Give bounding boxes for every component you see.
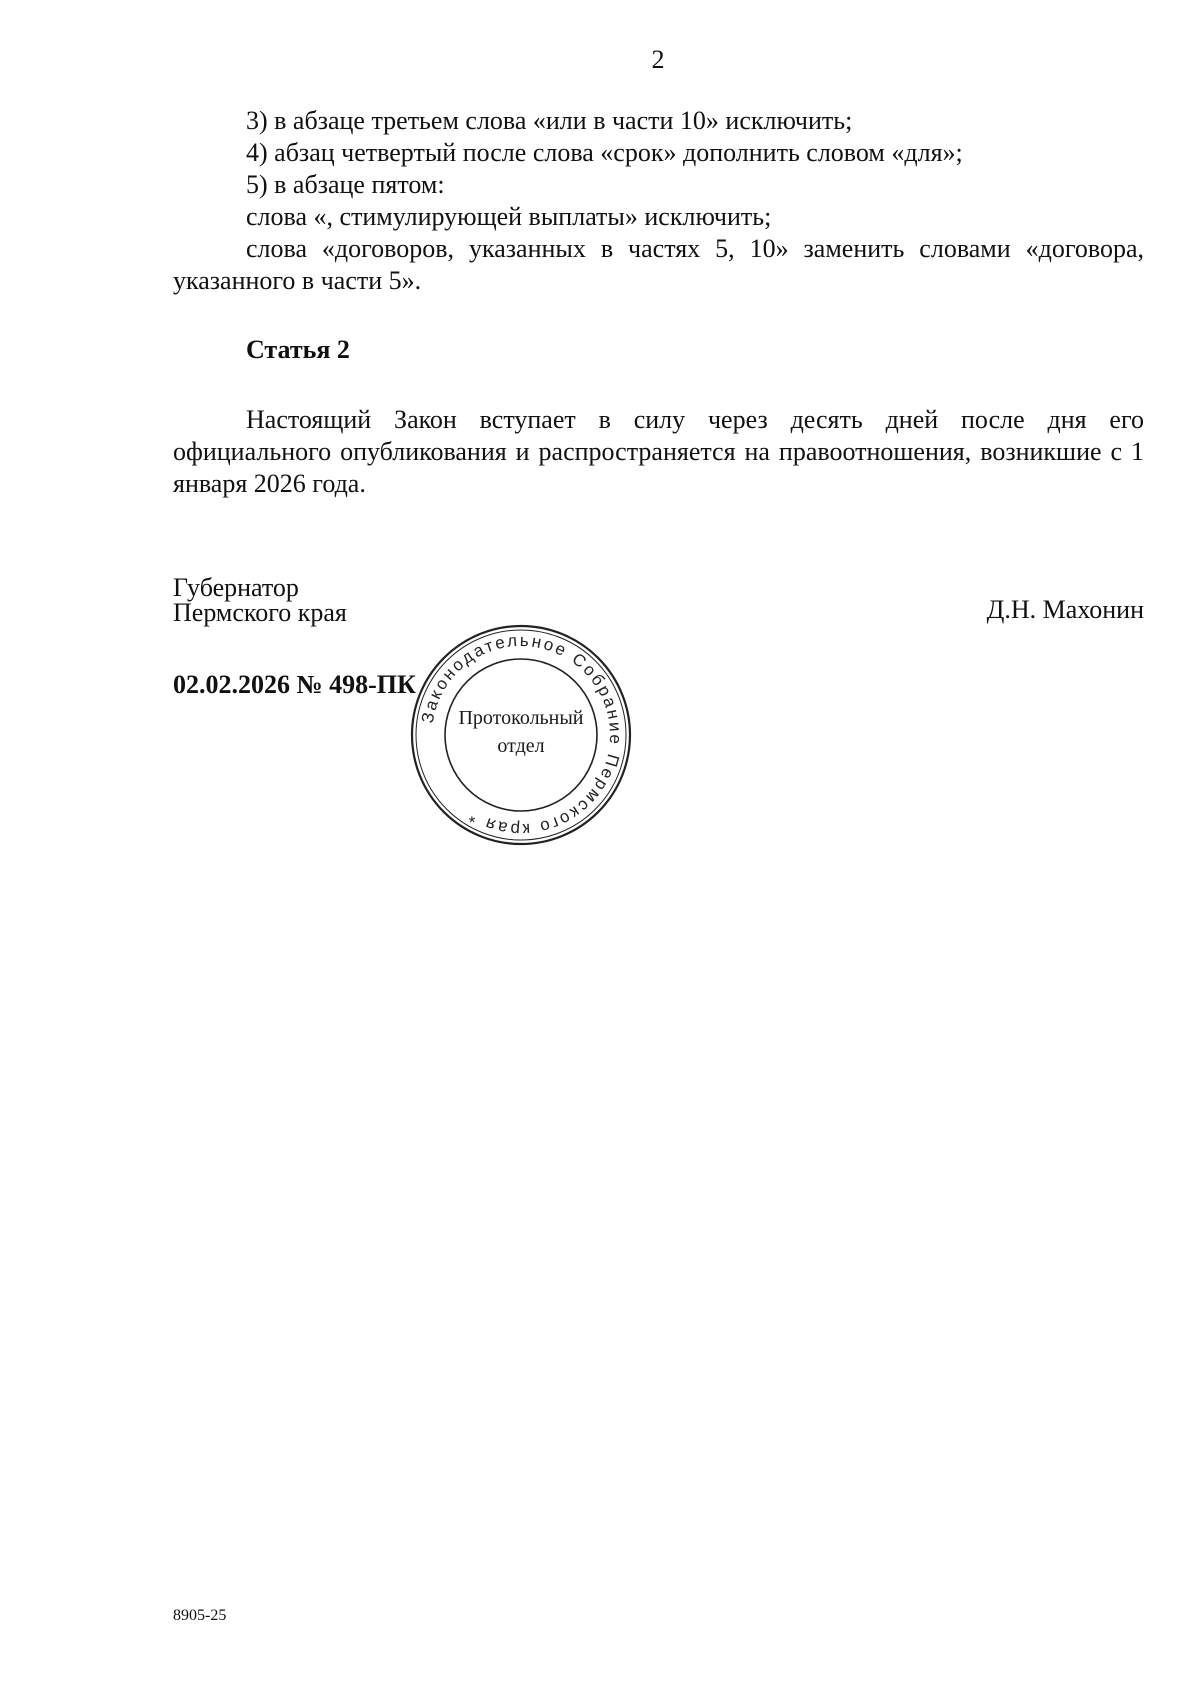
amendment-item-5-sub2: слова «договоров, указанных в частях 5, 10» заменить словами «договора, указанного в части 5».	[173, 234, 1144, 295]
amendments-list	[173, 105, 1144, 297]
stamp-center-line2: отдел	[497, 735, 545, 757]
law-date-number: 02.02.2026 № 498-ПК	[173, 670, 416, 699]
amendment-item-3: 3) в абзаце третьем слова «или в части 10» исключить;	[246, 106, 853, 135]
article-body	[173, 404, 1144, 500]
amendment-item-5: 5) в абзаце пятом:	[246, 170, 445, 199]
signatory-name: Д.Н. Махонин	[986, 595, 1144, 624]
official-stamp	[408, 622, 634, 848]
stamp-center-text	[408, 704, 634, 760]
stamp-center-line1: Протокольный	[458, 707, 584, 729]
article-heading: Статья 2	[246, 335, 350, 364]
signatory-title-line2: Пермского края	[173, 598, 347, 627]
signatory-title-line1: Губернатор	[173, 573, 299, 602]
stamp-ring-text: Законодательное Собрание Пермского края *	[417, 630, 626, 840]
article-text: Настоящий Закон вступает в силу через десять дней после дня его официального опубликования и распространяется на правоотношения, возникшие с 1 января 2026 года.	[173, 405, 1144, 498]
footer-code: 8905-25	[173, 1607, 227, 1624]
amendment-item-4: 4) абзац четвертый после слова «срок» дополнить словом «для»;	[246, 138, 963, 167]
amendment-item-5-sub1: слова «, стимулирующей выплаты» исключить;	[246, 202, 772, 231]
signatory-title	[173, 575, 347, 625]
page-number: 2	[651, 45, 665, 74]
